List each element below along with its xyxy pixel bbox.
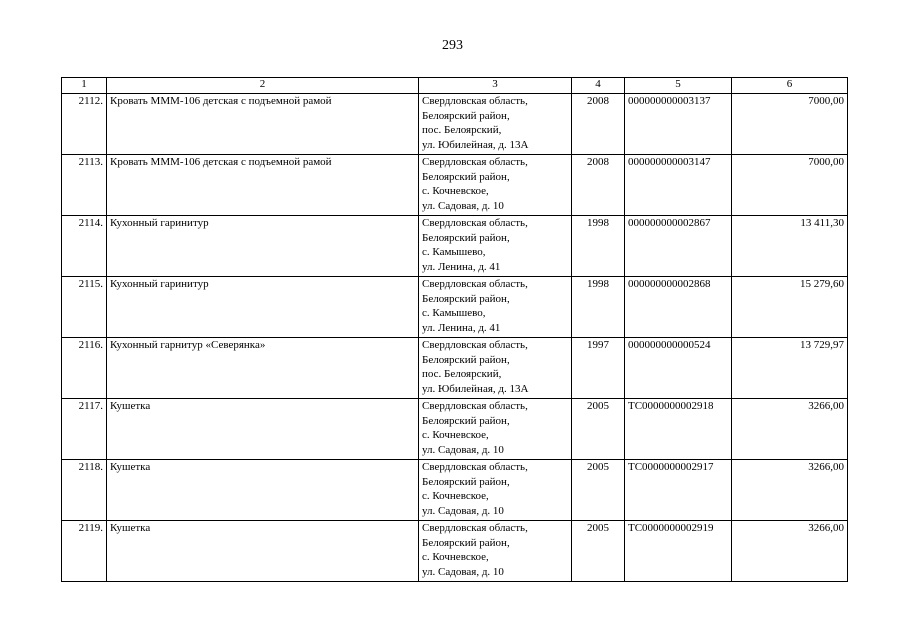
address-line: Белоярский район,	[422, 475, 510, 488]
item-year: 1998	[572, 277, 625, 338]
address-line: с. Кочневское,	[422, 490, 489, 502]
item-cost: 15 279,60	[732, 277, 848, 338]
address-line: Свердловская область,	[422, 461, 528, 473]
address-line: Белоярский район,	[422, 353, 510, 366]
address-line: Белоярский район,	[422, 109, 510, 122]
column-header: 3	[419, 78, 572, 94]
item-name: Кухонный гарнитур «Северянка»	[107, 338, 419, 399]
address-line: с. Кочневское,	[422, 551, 489, 563]
item-name: Кухонный гаринитур	[107, 277, 419, 338]
address-line: ул. Ленина, д. 41	[422, 321, 501, 334]
table-row	[62, 399, 848, 460]
item-cost: 3266,00	[732, 399, 848, 460]
column-header: 6	[732, 78, 848, 94]
address-line: пос. Белоярский,	[422, 368, 502, 380]
row-number: 2113.	[62, 155, 107, 216]
address-line: ул. Юбилейная, д. 13А	[422, 138, 529, 151]
column-header: 5	[625, 78, 732, 94]
inventory-code: 000000000002868	[625, 277, 732, 338]
column-header: 1	[62, 78, 107, 94]
table-row	[62, 277, 848, 338]
item-name: Кушетка	[107, 521, 419, 582]
item-year: 2005	[572, 521, 625, 582]
address-line: Свердловская область,	[422, 217, 528, 229]
column-header: 4	[572, 78, 625, 94]
address-line: Свердловская область,	[422, 400, 528, 412]
address-line: Свердловская область,	[422, 522, 528, 534]
address-line: ул. Ленина, д. 41	[422, 260, 501, 273]
address-line: Белоярский район,	[422, 414, 510, 427]
row-number: 2119.	[62, 521, 107, 582]
row-number: 2115.	[62, 277, 107, 338]
item-name: Кровать ММM-106 детская с подъемной рамой	[107, 155, 419, 216]
item-cost: 7000,00	[732, 94, 848, 155]
item-name: Кровать ММM-106 детская с подъемной рамой	[107, 94, 419, 155]
row-number: 2114.	[62, 216, 107, 277]
address-line: ул. Юбилейная, д. 13А	[422, 382, 529, 395]
address-line: с. Кочневское,	[422, 429, 489, 441]
table-row	[62, 338, 848, 399]
page-number: 293	[442, 38, 463, 53]
inventory-code: ТС0000000002917	[625, 460, 732, 521]
item-address	[419, 338, 572, 399]
inventory-code: 000000000003137	[625, 94, 732, 155]
item-address	[419, 460, 572, 521]
address-line: Свердловская область,	[422, 339, 528, 351]
item-address	[419, 94, 572, 155]
row-number: 2116.	[62, 338, 107, 399]
table-row	[62, 460, 848, 521]
item-cost: 3266,00	[732, 460, 848, 521]
item-address	[419, 155, 572, 216]
address-line: Белоярский район,	[422, 536, 510, 549]
item-address	[419, 399, 572, 460]
address-line: Белоярский район,	[422, 231, 510, 244]
table-row	[62, 216, 848, 277]
inventory-code: 000000000003147	[625, 155, 732, 216]
item-cost: 13 411,30	[732, 216, 848, 277]
address-line: ул. Садовая, д. 10	[422, 443, 504, 456]
address-line: пос. Белоярский,	[422, 124, 502, 136]
item-year: 2008	[572, 155, 625, 216]
table-row	[62, 521, 848, 582]
address-line: ул. Садовая, д. 10	[422, 504, 504, 517]
inventory-table	[61, 77, 848, 582]
row-number: 2117.	[62, 399, 107, 460]
address-line: с. Кочневское,	[422, 185, 489, 197]
item-address	[419, 521, 572, 582]
address-line: с. Камышево,	[422, 307, 486, 319]
column-header: 2	[107, 78, 419, 94]
address-line: Белоярский район,	[422, 170, 510, 183]
address-line: с. Камышево,	[422, 246, 486, 258]
item-name: Кухонный гаринитур	[107, 216, 419, 277]
table-body	[62, 94, 848, 582]
item-name: Кушетка	[107, 399, 419, 460]
item-year: 2005	[572, 399, 625, 460]
item-cost: 7000,00	[732, 155, 848, 216]
row-number: 2112.	[62, 94, 107, 155]
inventory-code: ТС0000000002919	[625, 521, 732, 582]
item-cost: 3266,00	[732, 521, 848, 582]
address-line: ул. Садовая, д. 10	[422, 565, 504, 578]
address-line: Свердловская область,	[422, 278, 528, 290]
inventory-code: 000000000000524	[625, 338, 732, 399]
item-year: 1997	[572, 338, 625, 399]
item-cost: 13 729,97	[732, 338, 848, 399]
table-row	[62, 94, 848, 155]
table-row	[62, 155, 848, 216]
address-line: Свердловская область,	[422, 156, 528, 168]
item-year: 1998	[572, 216, 625, 277]
inventory-code: ТС0000000002918	[625, 399, 732, 460]
item-year: 2008	[572, 94, 625, 155]
item-address	[419, 216, 572, 277]
address-line: Белоярский район,	[422, 292, 510, 305]
header-row	[62, 78, 848, 94]
inventory-code: 000000000002867	[625, 216, 732, 277]
item-year: 2005	[572, 460, 625, 521]
address-line: Свердловская область,	[422, 95, 528, 107]
item-name: Кушетка	[107, 460, 419, 521]
item-address	[419, 277, 572, 338]
row-number: 2118.	[62, 460, 107, 521]
address-line: ул. Садовая, д. 10	[422, 199, 504, 212]
